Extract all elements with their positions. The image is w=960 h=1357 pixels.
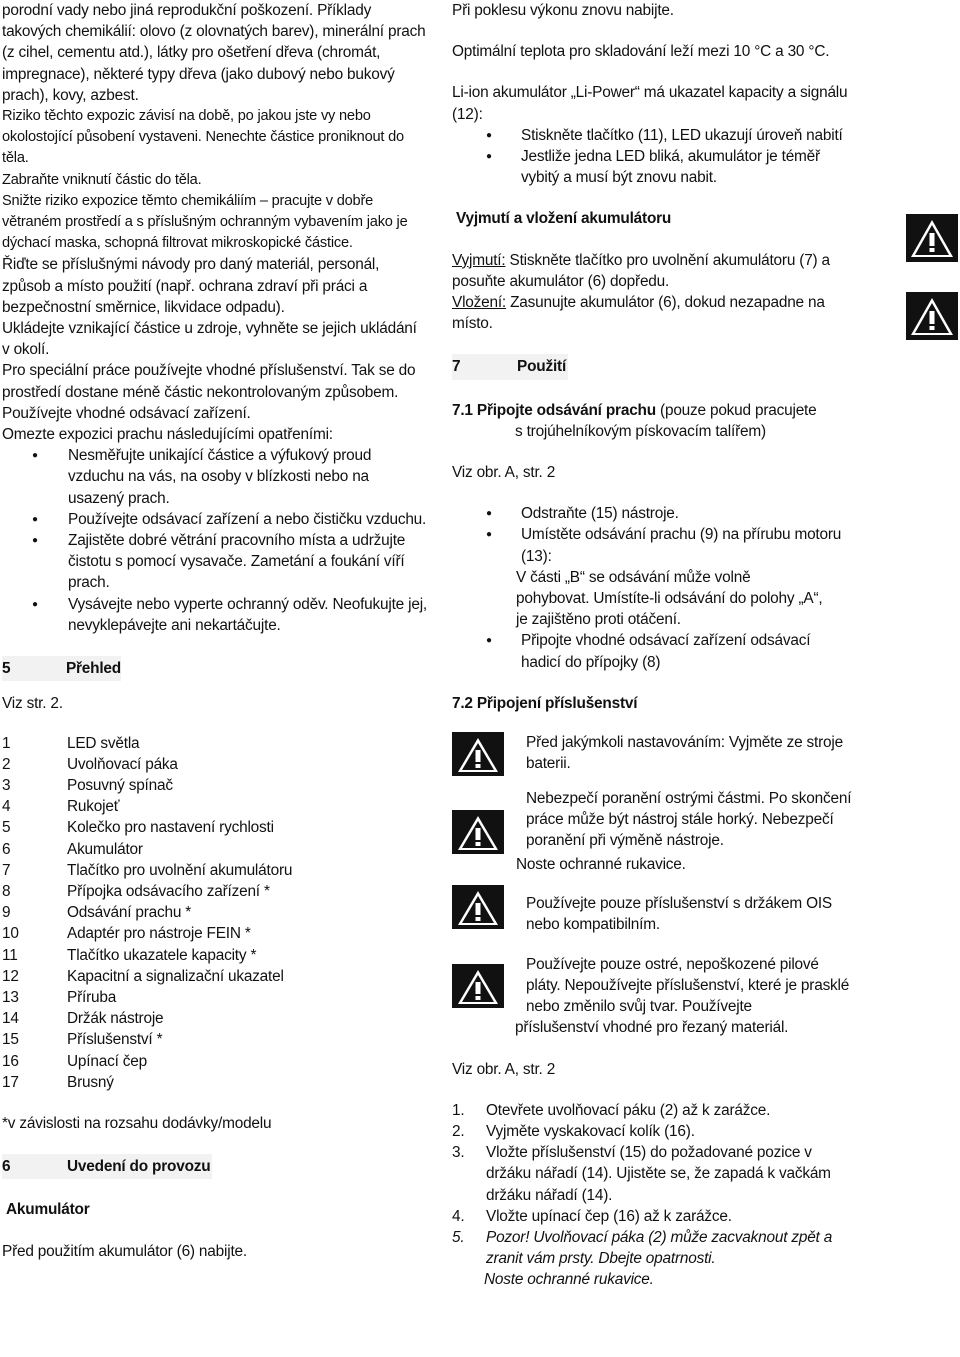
parts-list (2, 733, 292, 1093)
step-number: 2. (452, 1122, 465, 1140)
table-row (2, 1072, 292, 1093)
paragraph-storage-temperature: Optimální teplota pro skladování leží mezi 10 °C a 30 °C. (452, 43, 830, 61)
warning-icon (906, 292, 958, 340)
insert-label: Vložení: (452, 294, 507, 312)
subsection-title: Připojte odsávání prachu (476, 401, 656, 419)
part-name: Posuvný spínač (67, 776, 173, 794)
table-row (2, 796, 292, 817)
table-row (2, 775, 292, 796)
section-title: Přehled (65, 660, 121, 678)
list-item: ● Nesměřujte unikající částice a výfukový proud vzduchu na vás, na osoby v blízkosti nebo na usazený prach. (2, 445, 427, 509)
step-number: 3. (452, 1144, 465, 1162)
subsection-note-line2: s trojúhelníkovým pískovacím talířem) (515, 422, 766, 440)
warning-block (452, 893, 852, 935)
warning-text: Používejte pouze ostré, nepoškozené pilové pláty. Nepoužívejte příslušenství, které je prasklé nebo změnilo svůj tvar. Používejte (526, 955, 850, 1016)
paragraph-reduce-risk: Snižte riziko expozice těmto chemikáliím – pracujte v dobře větraném prostředí a s příslušným ochranným vybavením jako je dýchací maska, schopná filtrovat mikroskopické částice. (2, 192, 408, 252)
step-number: 4. (452, 1207, 465, 1225)
table-row (2, 733, 292, 754)
paragraph-prevent-particles: Zabraňte vniknutí částic do těla. (2, 171, 202, 188)
warning-icon (452, 964, 504, 1008)
section-number: 6 (2, 1158, 11, 1176)
step-item (452, 1206, 852, 1227)
part-name: LED světla (67, 734, 140, 752)
subsection-note: (pouze pokud pracujete (655, 401, 817, 419)
footnote: *v závislosti na rozsahu dodávky/modelu (2, 1114, 272, 1132)
part-number: 13 (2, 988, 19, 1006)
paragraph-extraction: Používejte vhodné odsávací zařízení. (2, 404, 251, 422)
part-name: Kapacitní a signalizační ukazatel (67, 967, 284, 985)
part-number: 1 (2, 734, 11, 752)
part-number: 5 (2, 819, 11, 837)
warning-icon (452, 732, 504, 776)
right-column (452, 0, 852, 1291)
paragraph-follow-instructions: Řiďte se příslušnými návody pro daný materiál, personál, způsob a místo použití (např. ochrana zdraví při práci a bezpečnostní směrnice, likvidace odpadu). (2, 256, 380, 316)
step-number: 5. (452, 1228, 465, 1246)
list-item: ● Odstraňte (15) nástroje. (452, 503, 852, 524)
step-item (452, 1227, 852, 1269)
table-row (2, 923, 292, 944)
step-text: Vložte příslušenství (15) do požadované pozice v držáku nářadí (14). Ujistěte se, že zapadá k vačkám držáku nářadí (14). (486, 1144, 831, 1204)
list-item: ● Vysávejte nebo vyperte ochranný oděv. Neofukujte jej, nevyklepávejte ani nekartáčujte. (2, 594, 427, 636)
part-number: 11 (2, 946, 18, 964)
part-number: 9 (2, 904, 11, 922)
step-item (452, 1142, 852, 1206)
list-item: ● Připojte vhodné odsávací zařízení odsávací hadicí do přípojky (8) (452, 630, 852, 672)
subsection-number: 7.1 (452, 401, 473, 419)
table-row (2, 881, 292, 902)
part-name: Tlačítko ukazatele kapacity * (67, 946, 257, 964)
list-item: ● Zajistěte dobré větrání pracovního místa a udržujte čistotu s pomocí vysavače. Zametání a foukání víří prach. (2, 530, 427, 594)
step-text: Otevřete uvolňovací páku (2) až k zarážce. (486, 1101, 771, 1119)
table-row (2, 1051, 292, 1072)
table-row (2, 902, 292, 923)
part-number: 17 (2, 1073, 19, 1091)
step-text: Vyjměte vyskakovací kolík (16). (486, 1122, 695, 1140)
part-name: Adaptér pro nástroje FEIN * (67, 925, 251, 943)
part-number: 16 (2, 1052, 19, 1070)
table-row (2, 987, 292, 1008)
section-heading-overview (2, 656, 121, 681)
dust-extraction-steps-2 (452, 630, 852, 672)
step-item (452, 1100, 852, 1121)
warning-block (452, 954, 852, 1018)
table-row (2, 860, 292, 881)
part-number: 12 (2, 967, 19, 985)
subheading-accessory-attachment: 7.2 Připojení příslušenství (452, 694, 638, 712)
step-text: Pozor! Uvolňovací páka (2) může zacvaknout zpět a zranit vám prsty. Dbejte opatrnosti. (486, 1228, 833, 1268)
left-column (2, 0, 427, 1262)
paragraph-remove (452, 250, 852, 292)
subheading-connect-dust-extraction (452, 400, 852, 421)
list-item: ● Jestliže jedna LED bliká, akumulátor je téměř vybitý a musí být znovu nabit. (452, 146, 852, 188)
table-row (2, 1029, 292, 1050)
part-number: 10 (2, 925, 19, 943)
part-number: 6 (2, 840, 11, 858)
part-name: Příslušenství * (67, 1031, 163, 1049)
see-page-reference: Viz str. 2. (2, 695, 63, 713)
remove-label: Vyjmutí: (452, 251, 506, 269)
subheading-remove-insert: Vyjmutí a vložení akumulátoru (456, 210, 672, 228)
dust-measures-list (2, 445, 427, 636)
section-heading-use (452, 354, 568, 379)
table-row (2, 945, 292, 966)
part-name: Odsávání prachu * (67, 904, 192, 922)
paragraph-recharge: Při poklesu výkonu znovu nabijte. (452, 2, 674, 19)
extraction-note: pohybovat. Umístíte-li odsávání do polohy „A“, (516, 590, 823, 608)
warning-text: Před jakýmkoli nastavováním: Vyjměte ze stroje baterii. (526, 734, 843, 773)
dust-extraction-steps (452, 503, 852, 567)
step-number: 1. (452, 1101, 465, 1119)
insert-text: Zasunujte akumulátor (6), dokud nezapadne na místo. (452, 294, 825, 333)
remove-text: Stiskněte tlačítko pro uvolnění akumulátoru (7) a posuňte akumulátor (6) dopředu. (452, 251, 830, 290)
list-item: ● Používejte odsávací zařízení a nebo čističku vzduchu. (2, 509, 427, 530)
see-figure-reference: Viz obr. A, str. 2 (452, 464, 556, 482)
paragraph-exposure-risk: Riziko těchto expozic závisí na době, po jakou jste vy nebo okolostojící působení vystaveni. Nenechte částice proniknout do těla. (2, 108, 404, 167)
part-name: Rukojeť (67, 798, 120, 816)
paragraph-charge-before-use: Před použitím akumulátor (6) nabijte. (2, 1242, 247, 1260)
part-name: Držák nástroje (67, 1010, 164, 1028)
table-row (2, 817, 292, 838)
part-number: 14 (2, 1010, 19, 1028)
warning-tail: příslušenství vhodné pro řezaný materiál. (515, 1019, 789, 1037)
section-number: 5 (2, 660, 11, 678)
extraction-note: V části „B“ se odsávání může volně (516, 568, 751, 586)
gloves-note: Noste ochranné rukavice. (516, 856, 686, 874)
paragraph-insert (452, 292, 852, 334)
extraction-note: je zajištěno proti otáčení. (516, 611, 681, 629)
subheading-battery: Akumulátor (6, 1201, 90, 1219)
part-name: Akumulátor (67, 840, 143, 858)
list-item: ● Stiskněte tlačítko (11), LED ukazují úroveň nabití (452, 125, 852, 146)
see-figure-reference: Viz obr. A, str. 2 (452, 1060, 556, 1078)
part-number: 4 (2, 798, 11, 816)
paragraph-liion-intro: Li-ion akumulátor „Li-Power“ má ukazatel kapacity a signálu (12): (452, 84, 848, 123)
accessory-steps (452, 1100, 852, 1270)
paragraph-special-accessories: Pro speciální práce používejte vhodné příslušenství. Tak se do prostředí dostane méně částic nekontrolovaným způsobem. (2, 362, 416, 401)
table-row (2, 1008, 292, 1029)
part-name: Kolečko pro nastavení rychlosti (67, 819, 274, 837)
step-item (452, 1121, 852, 1142)
section-title: Použití (517, 358, 567, 376)
part-number: 8 (2, 882, 11, 900)
warning-icon (906, 214, 958, 262)
part-name: Přípojka odsávacího zařízení * (67, 882, 270, 900)
part-name: Brusný (67, 1073, 114, 1091)
part-name: Uvolňovací páka (67, 755, 178, 773)
battery-indicator-list (452, 125, 852, 189)
part-number: 7 (2, 861, 11, 879)
warning-block (452, 732, 852, 776)
part-name: Tlačítko pro uvolnění akumulátoru (67, 861, 293, 879)
part-number: 3 (2, 776, 11, 794)
section-number: 7 (452, 358, 461, 376)
gloves-note: Noste ochranné rukavice. (484, 1271, 654, 1289)
section-title: Uvedení do provozu (67, 1158, 211, 1176)
section-heading-startup (2, 1154, 212, 1179)
paragraph-hazard-chemicals: porodní vady nebo jiná reprodukční poškození. Příklady takových chemikálií: olovo (z olovnatých barev), minerální prach (z cihel, cementu atd.), látky pro ošetření dřeva (chromát, impregnace), některé typy dřeva (jako dubový nebo bukový prach), kovy, azbest. (2, 2, 426, 104)
part-name: Příruba (67, 988, 117, 1006)
warning-text: Nebezpečí poranění ostrými částmi. Po skončení práce může být nástroj stále horký. Nebezpečí poranění při výměně nástroje. (526, 790, 852, 850)
table-row (2, 754, 292, 775)
list-item: ● Umístěte odsávání prachu (9) na přírubu motoru (13): (452, 524, 852, 566)
table-row (2, 966, 292, 987)
warning-text: Používejte pouze příslušenství s držákem OIS nebo kompatibilním. (526, 895, 832, 934)
part-name: Upínací čep (67, 1052, 147, 1070)
part-number: 2 (2, 755, 11, 773)
paragraph-limit-exposure: Omezte expozici prachu následujícími opatřeními: (2, 426, 333, 444)
warning-icon (452, 885, 504, 929)
part-number: 15 (2, 1031, 19, 1049)
warning-block (452, 788, 852, 854)
warning-icon (452, 810, 504, 854)
table-row (2, 839, 292, 860)
paragraph-store-particles: Ukládejte vznikající částice u zdroje, vyhněte se jejich ukládání v okolí. (2, 320, 417, 359)
step-text: Vložte upínací čep (16) až k zarážce. (486, 1207, 732, 1225)
